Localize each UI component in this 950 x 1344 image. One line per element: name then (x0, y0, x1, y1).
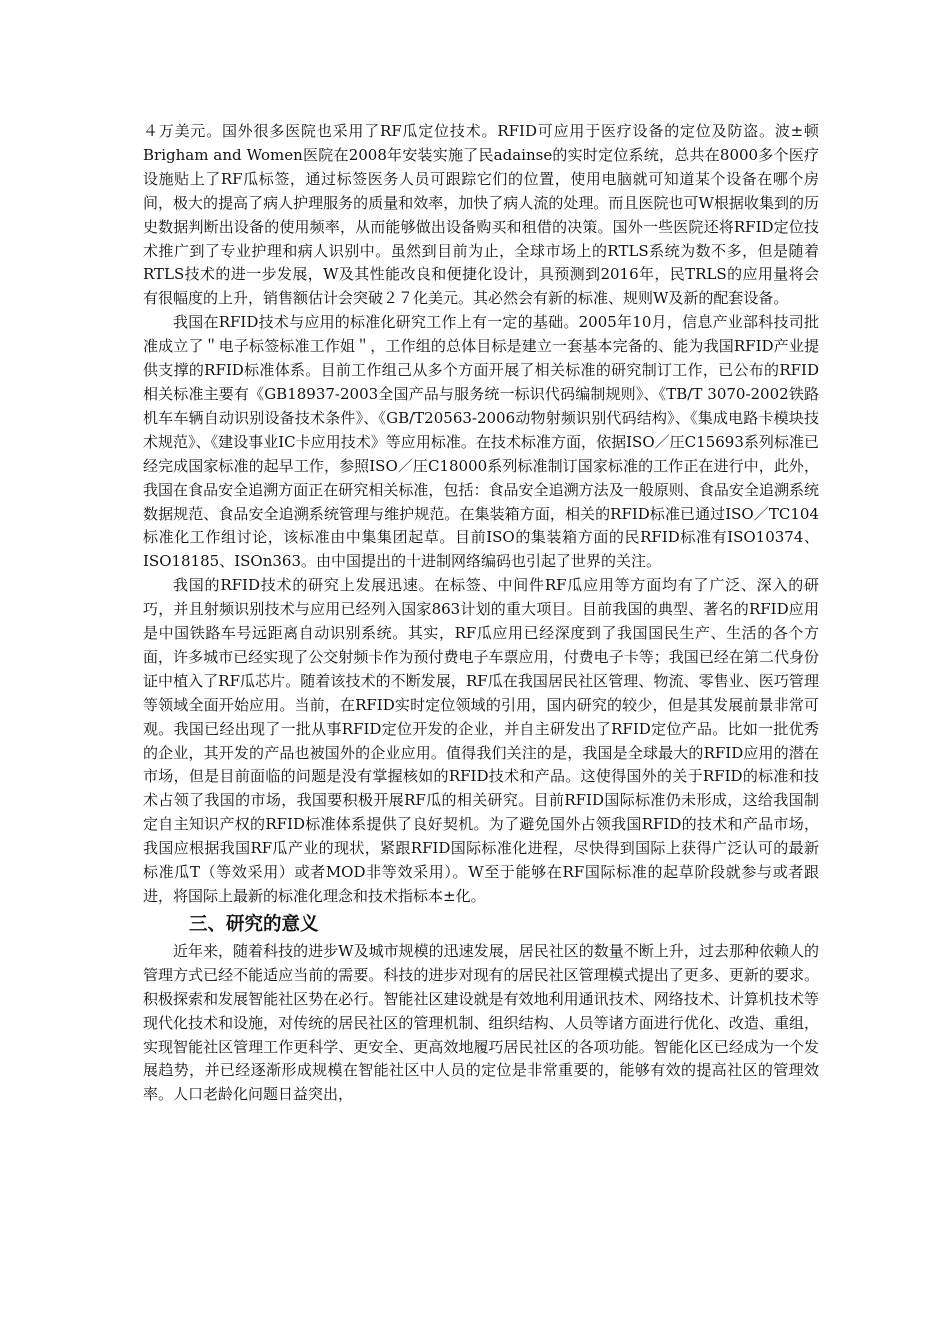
paragraph-significance: 近年来，随着科技的进步W及城市规模的迅速发展，居民社区的数量不断上升，过去那种依赖人的管理方式已经不能适应当前的需要。科技的进步对现有的居民社区管理模式提出了更多、更新的要求。积极探索和发展智能社区势在必行。智能社区建设就是有效地利用通讯技术、网络技术、计算机技术等现代化技术和设施，对传统的居民社区的管理机制、组织结构、人员等诸方面进行优化、改造、重组，实现智能社区管理工作更科学、更安全、更高效地履巧居民社区的各项功能。智能化区已经成为一个发展趋势，并已经逐渐形成规模在智能社区中人员的定位是非常重要的，能够有效的提高社区的管理效率。人口老龄化问题日益突出， (143, 941, 819, 1104)
document-page (143, 120, 819, 1107)
section-heading: 三、研究的意义 (189, 913, 319, 935)
paragraph-china-standards: 我国在RFID技术与应用的标准化研究工作上有一定的基础。2005年10月，信息产业部科技司批准成立了＂电子标签标准工作姐＂，工作组的总体目标是建立一套基本完备的、能为我国RFID产业提供支撑的RFID标准体系。目前工作组己从多个方面开展了相关标准的研究制订工作，已公布的RFID相关标准主要有《GB18937-2003全国产品与服务统一标识代码编制规则》、《TB/T 3070-2002铁路机车车辆自动识别设备技术条件》、《GB/T20563-2006动物射频识别代码结构》、《集成电路卡模块技术规范》、《建设事业IC卡应用技术》等应用标准。在技术标准方面，依据ISO／圧C15693系列标准已经完成国家标准的起早工作，参照ISO／圧C18000系列标准制订国家标准的工作正在进行中，此外，我国在食品安全追溯方面正在研究相关标准，包括：食品安全追溯方法及一般原则、食品安全追溯系统数据规范、食品安全追溯系统管理与维护规范。在集装箱方面，相关的RFID标准已通过ISO／TC104标准化工作组讨论，该标准由中集集团起草。目前ISO的集装箱方面的民RFID标准有ISO10374、ISO18185、ISOn363。由中国提出的十进制网络编码也引起了世界的关注。 (143, 313, 819, 571)
paragraph-china-research: 我国的RFID技术的研究上发展迅速。在标签、中间件RF瓜应用等方面均有了广泛、深入的研巧，并且射频识别技术与应用已经列入国家863计划的重大项目。目前我国的典型、著名的RFID应用是中国铁路车号远距离自动识别系统。其实，RF瓜应用已经深度到了我国国民生产、生活的各个方面，许多城市已经实现了公交射频卡作为预付费电子车票应用，付费电子卡等；我国已经在第二代身份证中植入了RF瓜芯片。随着该技术的不断发展，RF瓜在我国居民社区管理、物流、零售业、医巧管理等领域全面开始应用。当前，在RFID实时定位领域的引用，国内研究的较少，但是其发展前景非常可观。我国已经出现了一批从事RFID定位开发的企业，并自主研发出了RFID定位产品。比如一批优秀的企业，其开发的产品也被国外的企业应用。值得我们关注的是，我国是全球最大的RFID应用的潜在市场，但是目前面临的问题是没有掌握核如的RFID技术和产品。这使得国外的关于RFID的标准和技术占领了我国的市场，我国要积极开展RF瓜的相关研究。目前RFID国际标准仍未形成，这给我国制定自主知识产权的RFID标准体系提供了良好契机。为了避免国外占领我国RFID的技术和产品市场，我国应根据我国RF瓜产业的现状，紧跟RFID国际标准化进程，尽快得到国际上获得广泛认可的最新标准瓜T（等效采用）或者MOD非等效采用）。W至于能够在RF国际标准的起草阶段就参与或者跟进，将国际上最新的标准化理念和技术指标本±化。 (143, 576, 819, 905)
paragraph-hospital-rtls: ４万美元。国外很多医院也采用了RF瓜定位技术。RFID可应用于医疗设备的定位及防盗。波±顿Brigham and Women医院在2008年安装实施了民adainse的实时定位系统，总共在8000多个医疗设施贴上了RF瓜标签，通过标签医务人员可跟踪它们的位置，使用电脑就可知道某个设备在哪个房间，极大的提高了病人护理服务的质量和效率，加快了病人流的处理。而且医院也可W根据收集到的历史数据判断出设备的使用频率，从而能够做出设备购买和租借的决策。国外一些医院还将RFID定位技术推广到了专业护理和病人识别中。虽然到目前为止，全球市场上的RTLS系统为数不多，但是随着RTLS技术的进一步发展，W及其性能改良和便捷化设计，具预测到2016年，民TRLS的应用量将会有很幅度的上升，销售额估计会突破２７化美元。其必然会有新的标准、规则W及新的配套设备。 (143, 122, 819, 308)
